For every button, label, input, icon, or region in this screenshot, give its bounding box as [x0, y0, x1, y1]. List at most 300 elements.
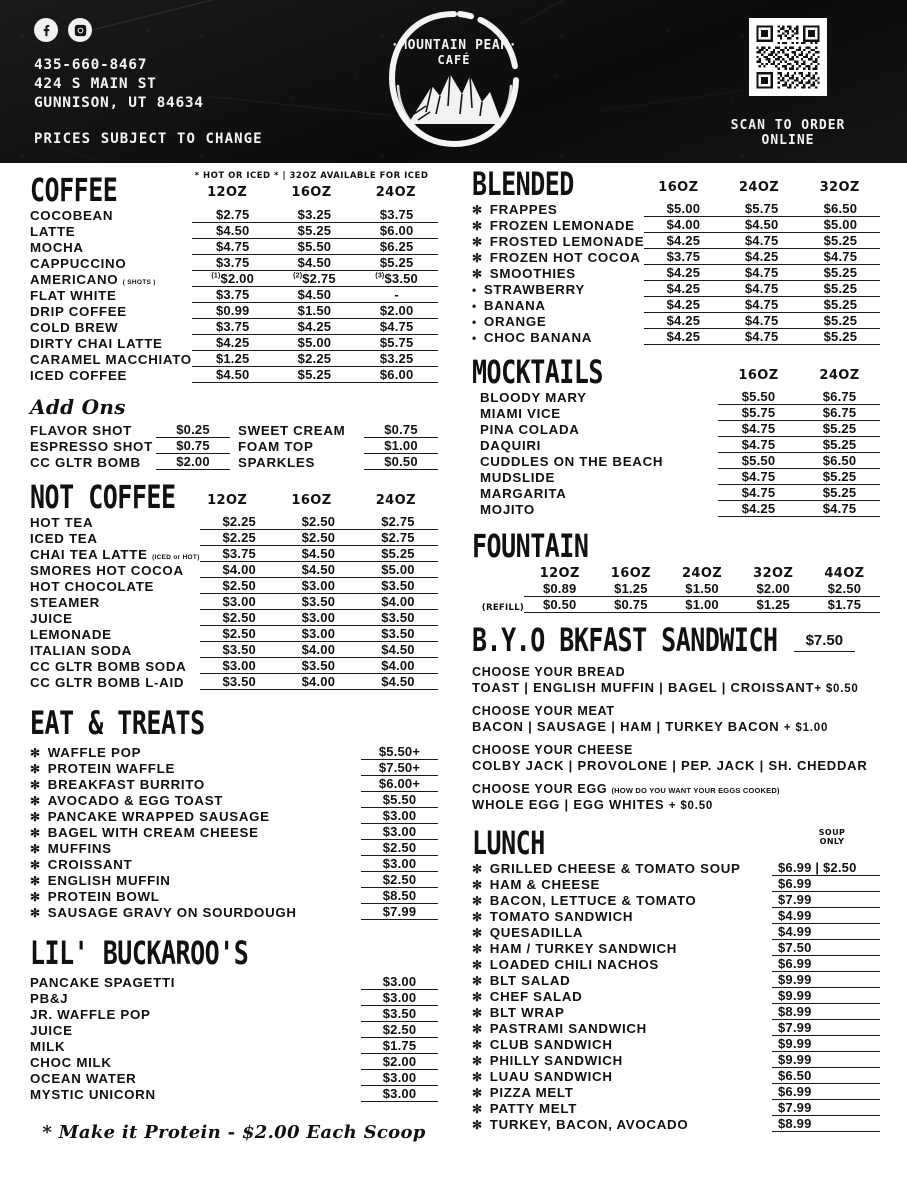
- table-row: [30, 514, 438, 530]
- price-cell: $4.75: [723, 265, 801, 281]
- soup-only-line1: SOUP: [818, 828, 846, 837]
- price-cell: $4.50: [723, 217, 801, 233]
- price-cell: $2.00: [355, 303, 438, 319]
- table-row: [30, 562, 438, 578]
- table-row: [30, 856, 438, 872]
- price-cell: $2.50: [200, 578, 279, 594]
- price-cell: $6.99: [772, 876, 880, 892]
- price-cell: $4.75: [718, 485, 799, 501]
- price-cell: $3.00: [361, 974, 438, 990]
- price-cell: $5.50: [274, 239, 356, 255]
- price-cell: $5.00: [801, 217, 880, 233]
- price-cell: $4.25: [718, 501, 799, 517]
- price-cell: $2.25: [274, 351, 356, 367]
- bullet-dot-icon: •: [472, 330, 477, 345]
- price-cell: $0.89: [524, 581, 595, 597]
- price-cell: $3.25: [355, 351, 438, 367]
- item-name: PANCAKE WRAPPED SAUSAGE: [47, 808, 270, 824]
- price-cell: $2.25: [200, 514, 279, 530]
- section-mocktails: [472, 353, 880, 517]
- bullet-star-icon: ✻: [472, 1117, 483, 1132]
- table-row: [472, 421, 880, 437]
- item-name: ESPRESSO SHOT: [30, 438, 153, 454]
- bullet-star-icon: ✻: [472, 1069, 483, 1084]
- price-cell: $1.50: [274, 303, 356, 319]
- price-cell: $1.50: [666, 581, 737, 597]
- table-row: [30, 840, 438, 856]
- price-cell: $2.50: [361, 840, 438, 856]
- price-cell: $4.50: [358, 674, 438, 690]
- price-cell: $8.50: [361, 888, 438, 904]
- lil-buckaroos-table: [30, 974, 438, 1102]
- bullet-star-icon: ✻: [472, 861, 483, 876]
- bullet-star-icon: ✻: [30, 777, 41, 792]
- item-name: LOADED CHILI NACHOS: [489, 956, 659, 972]
- bullet-star-icon: ✻: [472, 1101, 483, 1116]
- price-cell: $3.50: [358, 610, 438, 626]
- price-cell: $4.75: [723, 297, 801, 313]
- table-row: [30, 367, 438, 383]
- price-cell: $3.00: [361, 808, 438, 824]
- price-cell: $8.99: [772, 1004, 880, 1020]
- table-row: [30, 610, 438, 626]
- bullet-star-icon: ✻: [472, 877, 483, 892]
- table-row: [30, 776, 438, 792]
- item-name: COCOBEAN: [30, 207, 114, 223]
- price-cell: $1.00: [666, 597, 737, 613]
- not-coffee-table: [30, 514, 438, 690]
- options-extra: + $1.00: [783, 722, 829, 734]
- table-row: [30, 438, 230, 454]
- price-cell: $3.75: [192, 287, 274, 303]
- price-cell: $7.50: [772, 940, 880, 956]
- item-name: CHAI TEA LATTE: [30, 546, 148, 562]
- table-row: [30, 744, 438, 760]
- item-name: CHEF SALAD: [489, 988, 583, 1004]
- fountain-col-24oz: 24OZ: [681, 566, 723, 581]
- price-cell: $9.99: [772, 1036, 880, 1052]
- price-cell: $3.75: [355, 207, 438, 223]
- price-cell: $4.25: [644, 313, 722, 329]
- price-cell: $4.25: [723, 249, 801, 265]
- table-row: [472, 597, 880, 613]
- price-cell: $3.75: [200, 546, 279, 562]
- table-row: [30, 974, 438, 990]
- price-cell: $5.25: [801, 265, 880, 281]
- price-cell: $7.99: [772, 892, 880, 908]
- price-cell: $1.75: [809, 597, 880, 613]
- price-cell: $0.99: [192, 303, 274, 319]
- byo-price: $7.50: [794, 632, 856, 652]
- byo-group-label: [472, 782, 880, 796]
- item-name: CC GLTR BOMB: [30, 454, 141, 470]
- price-cell: $9.99: [772, 988, 880, 1004]
- options-text: TOAST | ENGLISH MUFFIN | BAGEL | CROISSANT: [472, 680, 815, 695]
- price-cell: $1.00: [364, 438, 438, 454]
- table-row: [30, 271, 438, 287]
- price-cell: $6.99 | $2.50: [772, 860, 880, 876]
- coffee-col-16oz: 16OZ: [291, 185, 332, 200]
- byo-group-options: [472, 797, 880, 812]
- coffee-col-12oz: 12OZ: [207, 185, 248, 200]
- price-cell: $3.50: [200, 642, 279, 658]
- section-coffee: [30, 171, 438, 383]
- price-cell: $5.25: [358, 546, 438, 562]
- item-name: PATTY MELT: [489, 1100, 578, 1116]
- price-cell: $4.25: [644, 233, 722, 249]
- item-name: DIRTY CHAI LATTE: [30, 335, 163, 351]
- bullet-star-icon: ✻: [472, 989, 483, 1004]
- eat-treats-table: [30, 744, 438, 920]
- price-cell: $2.50: [279, 530, 358, 546]
- shot-count: (3): [375, 272, 385, 280]
- item-note: (ICED or HOT): [152, 553, 200, 561]
- bullet-star-icon: ✻: [472, 1037, 483, 1052]
- not-coffee-title: NOT COFFEE: [30, 478, 176, 516]
- price-cell: $0.75: [364, 422, 438, 438]
- table-row: [472, 485, 880, 501]
- address-line-2: GUNNISON, UT 84634: [34, 95, 204, 111]
- header-contact-block: [34, 18, 263, 147]
- item-name: MOCHA: [30, 239, 84, 255]
- table-row: [30, 223, 438, 239]
- item-name: COLD BREW: [30, 319, 119, 335]
- mocktails-col-16oz: 16OZ: [738, 368, 779, 383]
- table-row: [472, 892, 880, 908]
- section-blended: [472, 165, 880, 345]
- bullet-star-icon: ✻: [472, 909, 483, 924]
- item-name: MIAMI VICE: [480, 405, 561, 421]
- table-row: [472, 1020, 880, 1036]
- price-value: $2.00: [220, 271, 255, 286]
- item-name: FRAPPES: [489, 201, 558, 217]
- price-cell: $4.75: [718, 469, 799, 485]
- eat-treats-title: EAT & TREATS: [30, 704, 205, 742]
- cafe-logo: [370, 2, 538, 162]
- byo-group-label: CHOOSE YOUR MEAT: [472, 704, 615, 718]
- bullet-star-icon: ✻: [472, 957, 483, 972]
- price-cell: $9.99: [772, 1052, 880, 1068]
- table-row: [30, 530, 438, 546]
- price-cell: $3.00: [361, 856, 438, 872]
- price-cell: $3.00: [279, 626, 358, 642]
- table-row: [30, 1070, 438, 1086]
- item-name: CUDDLES ON THE BEACH: [480, 453, 664, 469]
- coffee-table: [30, 207, 438, 383]
- right-column: [472, 163, 880, 1132]
- bullet-star-icon: ✻: [30, 873, 41, 888]
- table-row: [472, 581, 880, 597]
- table-row: [30, 808, 438, 824]
- price-cell: $4.25: [644, 297, 722, 313]
- price-cell: $3.00: [361, 990, 438, 1006]
- price-cell: $6.50: [772, 1068, 880, 1084]
- not-coffee-col-12oz: 12OZ: [207, 493, 248, 508]
- item-name: BANANA: [483, 297, 546, 313]
- price-cell: $4.50: [192, 223, 274, 239]
- price-cell: $5.50: [361, 792, 438, 808]
- price-cell: $0.50: [524, 597, 595, 613]
- fountain-col-12oz: 12OZ: [539, 566, 580, 581]
- price-cell: $5.75: [718, 405, 799, 421]
- qr-code[interactable]: [749, 18, 827, 96]
- table-row: [30, 255, 438, 271]
- section-not-coffee: [30, 478, 438, 690]
- price-cell: $2.50: [200, 626, 279, 642]
- item-name: QUESADILLA: [489, 924, 584, 940]
- table-row: [472, 297, 880, 313]
- price-cell: $4.00: [279, 674, 358, 690]
- price-cell: $5.00: [644, 201, 722, 217]
- item-name: FROSTED LEMONADE: [489, 233, 645, 249]
- table-row: [30, 642, 438, 658]
- price-cell: $2.50: [361, 1022, 438, 1038]
- item-name: ENGLISH MUFFIN: [47, 872, 171, 888]
- fountain-col-44oz: 44OZ: [824, 566, 865, 581]
- bullet-star-icon: ✻: [472, 250, 483, 265]
- fountain-title: FOUNTAIN: [472, 527, 589, 565]
- table-row: [30, 872, 438, 888]
- social-links: [34, 18, 263, 42]
- byo-group-options: [472, 758, 880, 773]
- mocktails-table: [472, 389, 880, 517]
- item-name: LEMONADE: [30, 626, 112, 642]
- byo-group-label: CHOOSE YOUR CHEESE: [472, 743, 634, 757]
- table-row: [30, 1086, 438, 1102]
- shot-count: (2): [293, 272, 303, 280]
- bullet-star-icon: ✻: [30, 793, 41, 808]
- instagram-icon[interactable]: [68, 18, 92, 42]
- fountain-table: [472, 566, 880, 613]
- price-cell: $6.50: [801, 201, 880, 217]
- table-row: [472, 281, 880, 297]
- bullet-star-icon: ✻: [30, 905, 41, 920]
- price-cell: $2.00: [156, 454, 230, 470]
- label-sublabel: (HOW DO YOU WANT YOUR EGGS COOKED): [611, 786, 780, 795]
- item-name: OCEAN WATER: [30, 1070, 137, 1086]
- fountain-col-32oz: 32OZ: [753, 566, 794, 581]
- table-row: [472, 453, 880, 469]
- price-cell: $3.50: [358, 626, 438, 642]
- bullet-star-icon: ✻: [30, 825, 41, 840]
- coffee-title: COFFEE: [30, 171, 118, 209]
- bullet-star-icon: ✻: [30, 841, 41, 856]
- price-cell: $4.99: [772, 924, 880, 940]
- table-row: [30, 287, 438, 303]
- price-cell: $5.00: [358, 562, 438, 578]
- item-name: CLUB SANDWICH: [489, 1036, 613, 1052]
- item-name: ICED COFFEE: [30, 367, 128, 383]
- item-name: HOT TEA: [30, 514, 94, 530]
- table-row: [30, 594, 438, 610]
- price-cell: $7.99: [772, 1020, 880, 1036]
- table-row: [30, 626, 438, 642]
- price-cell: $4.00: [644, 217, 722, 233]
- table-row: [472, 1100, 880, 1116]
- table-row: [472, 1036, 880, 1052]
- blended-col-32oz: 32OZ: [819, 180, 860, 195]
- item-name: CC GLTR BOMB L-AID: [30, 674, 185, 690]
- price-cell: $4.00: [200, 562, 279, 578]
- item-name: ICED TEA: [30, 530, 98, 546]
- price-cell: $3.75: [192, 319, 274, 335]
- item-name: FROZEN LEMONADE: [489, 217, 635, 233]
- item-name: MUDSLIDE: [480, 469, 556, 485]
- section-lunch: [472, 824, 880, 1132]
- not-coffee-col-16oz: 16OZ: [291, 493, 332, 508]
- price-cell: $2.00: [361, 1054, 438, 1070]
- item-name: GRILLED CHEESE & TOMATO SOUP: [489, 860, 741, 876]
- byo-group-label: CHOOSE YOUR BREAD: [472, 665, 626, 679]
- item-name: MARGARITA: [480, 485, 567, 501]
- price-cell: $5.25: [801, 329, 880, 345]
- item-name: CHOC BANANA: [483, 329, 593, 345]
- not-coffee-col-24oz: 24OZ: [375, 493, 416, 508]
- item-name: LATTE: [30, 223, 76, 239]
- price-cell: $3.75: [192, 255, 274, 271]
- item-name: ORANGE: [483, 313, 547, 329]
- price-cell: $9.99: [772, 972, 880, 988]
- item-name: PROTEIN BOWL: [47, 888, 160, 904]
- blended-title: BLENDED: [472, 165, 574, 203]
- section-add-ons: [30, 395, 438, 470]
- price-cell: $1.25: [595, 581, 666, 597]
- item-name: BLOODY MARY: [480, 389, 587, 405]
- menu-header: [0, 0, 907, 163]
- bullet-star-icon: ✻: [30, 761, 41, 776]
- price-value: $2.75: [302, 271, 336, 286]
- price-cell: [192, 271, 274, 287]
- price-cell: $2.50: [809, 581, 880, 597]
- table-row: [472, 972, 880, 988]
- price-cell: $2.50: [200, 610, 279, 626]
- bullet-star-icon: ✻: [472, 1021, 483, 1036]
- item-name: MYSTIC UNICORN: [30, 1086, 156, 1102]
- price-cell: $5.75: [355, 335, 438, 351]
- price-cell: $0.75: [595, 597, 666, 613]
- table-row: [30, 658, 438, 674]
- table-row: [472, 1116, 880, 1132]
- price-cell: $4.00: [358, 658, 438, 674]
- price-cell: $7.99: [361, 904, 438, 920]
- blended-col-16oz: 16OZ: [658, 180, 699, 195]
- table-row: [30, 454, 230, 470]
- table-row: [472, 389, 880, 405]
- item-name: JR. WAFFLE POP: [30, 1006, 151, 1022]
- byo-title: B.Y.O BKFAST SANDWICH: [472, 621, 778, 659]
- price-cell: $6.25: [355, 239, 438, 255]
- price-cell: $6.00: [355, 367, 438, 383]
- price-cell: $4.75: [718, 421, 799, 437]
- table-row: [30, 319, 438, 335]
- price-cell: $3.50: [279, 658, 358, 674]
- item-name: CAPPUCCINO: [30, 255, 127, 271]
- price-cell: $3.00: [279, 610, 358, 626]
- item-name: FOAM TOP: [238, 438, 314, 454]
- item-name: HAM / TURKEY SANDWICH: [489, 940, 678, 956]
- lunch-title: LUNCH: [472, 824, 545, 862]
- bullet-star-icon: ✻: [472, 893, 483, 908]
- item-name: HOT CHOCOLATE: [30, 578, 155, 594]
- price-cell: $4.75: [723, 329, 801, 345]
- table-row: [30, 1022, 438, 1038]
- price-value: $3.50: [384, 271, 418, 286]
- price-cell: $4.50: [274, 255, 356, 271]
- price-cell: $4.75: [355, 319, 438, 335]
- shot-count: (1): [211, 272, 221, 280]
- table-row: [238, 438, 438, 454]
- item-name: SAUSAGE GRAVY ON SOURDOUGH: [47, 904, 297, 920]
- price-cell: $5.25: [274, 367, 356, 383]
- item-name: PASTRAMI SANDWICH: [489, 1020, 647, 1036]
- price-cell: $5.00: [274, 335, 356, 351]
- table-row: [30, 1038, 438, 1054]
- bullet-star-icon: ✻: [30, 857, 41, 872]
- bullet-star-icon: ✻: [472, 234, 483, 249]
- item-name: STEAMER: [30, 594, 100, 610]
- item-name: MILK: [30, 1038, 66, 1054]
- price-cell: $2.75: [358, 530, 438, 546]
- item-name: FLAVOR SHOT: [30, 422, 133, 438]
- item-name: BLT WRAP: [489, 1004, 565, 1020]
- price-cell: $5.50: [718, 389, 799, 405]
- refill-label: (REFILL): [481, 602, 525, 613]
- price-cell: $6.99: [772, 956, 880, 972]
- table-row: [30, 422, 230, 438]
- table-row: [30, 303, 438, 319]
- price-cell: $4.75: [723, 313, 801, 329]
- table-row: [472, 908, 880, 924]
- price-cell: $5.25: [801, 281, 880, 297]
- item-name: LUAU SANDWICH: [489, 1068, 613, 1084]
- price-cell: $3.00: [200, 658, 279, 674]
- item-name: BACON, LETTUCE & TOMATO: [489, 892, 697, 908]
- options-extra: + $0.50: [668, 800, 714, 812]
- item-name: TOMATO SANDWICH: [489, 908, 634, 924]
- blended-table: [472, 201, 880, 345]
- bullet-dot-icon: •: [472, 314, 477, 329]
- table-row: [472, 940, 880, 956]
- table-row: [472, 860, 880, 876]
- bullet-dot-icon: •: [472, 282, 477, 297]
- item-name: BREAKFAST BURRITO: [47, 776, 205, 792]
- table-row: [472, 329, 880, 345]
- price-cell: $4.75: [723, 233, 801, 249]
- item-name: AVOCADO & EGG TOAST: [47, 792, 224, 808]
- item-name: BLT SALAD: [489, 972, 571, 988]
- bullet-star-icon: ✻: [30, 809, 41, 824]
- price-cell: $4.25: [644, 265, 722, 281]
- table-row: [238, 454, 438, 470]
- price-cell: $4.75: [718, 437, 799, 453]
- item-name: PROTEIN WAFFLE: [47, 760, 176, 776]
- price-cell: $2.00: [738, 581, 809, 597]
- price-cell: $4.25: [644, 281, 722, 297]
- price-cell: $3.50: [200, 674, 279, 690]
- price-cell: $5.75: [723, 201, 801, 217]
- label-text: CHOOSE YOUR EGG: [472, 782, 608, 796]
- bullet-star-icon: ✻: [472, 925, 483, 940]
- table-row: [30, 1054, 438, 1070]
- table-row: [472, 1004, 880, 1020]
- price-cell: $4.99: [772, 908, 880, 924]
- table-row: [472, 469, 880, 485]
- table-row: [472, 201, 880, 217]
- price-cell: $6.75: [799, 389, 880, 405]
- item-name: SPARKLES: [238, 454, 316, 470]
- price-cell: $3.75: [644, 249, 722, 265]
- facebook-icon[interactable]: [34, 18, 58, 42]
